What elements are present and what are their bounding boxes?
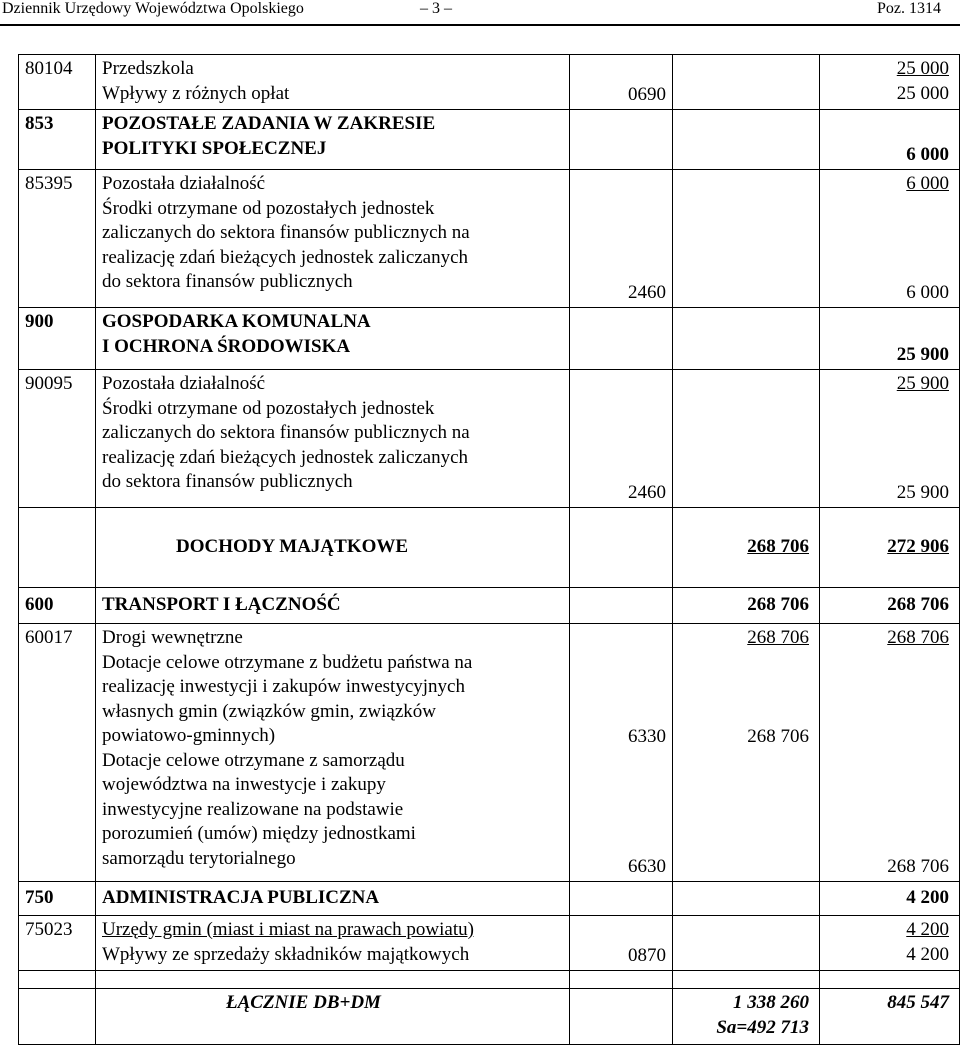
section-col4: 268 706: [747, 627, 809, 648]
item-description: Środki otrzymane od pozostałych jednostek zaliczanych do sektora finansów publicznych na realizację zdań bieżących jednostek zaliczanych do sektora finansów publicznych: [102, 397, 470, 492]
empty-cell: [570, 508, 673, 588]
section-col4: 268 706: [673, 588, 820, 624]
header-rule: [0, 24, 960, 26]
amount-cell: [820, 55, 960, 110]
item-col5: 268 706: [887, 855, 949, 877]
page-header: [0, 0, 960, 24]
section-amount: 4 200: [820, 882, 960, 916]
section-code: 750: [19, 882, 96, 916]
item-description: Środki otrzymane od pozostałych jednostek zaliczanych do sektora finansów publicznych na realizację zdań bieżących jednostek zaliczanych do sektora finansów publicznych: [102, 197, 470, 292]
section-title: TRANSPORT I ŁĄCZNOŚĆ: [96, 588, 570, 624]
empty-cell: [673, 308, 820, 370]
paragraph-cell: [570, 624, 673, 882]
empty-cell: [570, 882, 673, 916]
amount-cell: [820, 370, 960, 508]
paragraph-code: 0690: [570, 55, 673, 110]
section-title: Pozostała działalność: [102, 373, 266, 394]
section-amount: 4 200: [906, 919, 949, 940]
section-code: 600: [19, 588, 96, 624]
section-title: GOSPODARKA KOMUNALNA I OCHRONA ŚRODOWISKA: [96, 308, 570, 370]
section-code: 853: [19, 110, 96, 170]
page-number: – 3 –: [420, 0, 452, 17]
total-col4: 1 338 260: [733, 992, 809, 1013]
table-row: [19, 971, 960, 989]
item-col4: 268 706: [747, 726, 809, 747]
total-label: ŁĄCZNIE DB+DM: [96, 989, 570, 1045]
section-description: [96, 370, 570, 508]
item-amount: 25 900: [896, 481, 949, 503]
amount-cell: [820, 916, 960, 971]
section-description: [96, 624, 570, 882]
paragraph-code: 2460: [570, 370, 673, 508]
col5-cell: [820, 624, 960, 882]
empty-cell: [96, 971, 570, 989]
table-row: [19, 588, 960, 624]
section-title: Przedszkola: [102, 58, 194, 79]
empty-cell: [19, 508, 96, 588]
section-title: Urzędy gmin (miast i miast na prawach powiatu): [102, 919, 474, 940]
position-number: Poz. 1314: [877, 0, 941, 17]
empty-cell: [673, 110, 820, 170]
empty-cell: [570, 308, 673, 370]
item-description: Dotacje celowe otrzymane z samorządu województwa na inwestycje i zakupy inwestycyjne realizowane na podstawie porozumień (umów) między jednostkami samorządu terytorialnego: [102, 749, 416, 869]
section-title: Drogi wewnętrzne: [102, 627, 243, 648]
summary-col4: 268 706: [673, 508, 820, 588]
section-description: [96, 916, 570, 971]
table-row: [19, 882, 960, 916]
empty-cell: [673, 971, 820, 989]
total-col4-cell: [673, 989, 820, 1045]
section-description: [96, 170, 570, 308]
empty-cell: [570, 588, 673, 624]
section-amount: 25 900: [896, 373, 949, 394]
table-row: [19, 508, 960, 588]
empty-cell: [673, 370, 820, 508]
amount-cell: [820, 170, 960, 308]
total-col4-note: Sa=492 713: [716, 1016, 809, 1038]
budget-table: [18, 54, 960, 1045]
col4-cell: [673, 624, 820, 882]
section-amount: 25 000: [896, 58, 949, 79]
section-code: 900: [19, 308, 96, 370]
empty-cell: [820, 971, 960, 989]
empty-cell: [570, 110, 673, 170]
item-amount: 6 000: [906, 281, 949, 303]
section-title: ADMINISTRACJA PUBLICZNA: [96, 882, 570, 916]
journal-title: Dziennik Urzędowy Województwa Opolskiego: [2, 0, 304, 17]
table-row: [19, 916, 960, 971]
section-title: Pozostała działalność: [102, 173, 266, 194]
section-amount: 6 000: [906, 173, 949, 194]
empty-cell: [673, 55, 820, 110]
section-amount: 6 000: [820, 110, 960, 170]
item-amount: 4 200: [906, 943, 949, 965]
section-amount: 25 900: [820, 308, 960, 370]
total-col5: 845 547: [820, 989, 960, 1045]
empty-cell: [673, 916, 820, 971]
table-row: [19, 308, 960, 370]
table-row: [19, 624, 960, 882]
empty-cell: [19, 971, 96, 989]
item-amount: 25 000: [896, 82, 949, 104]
section-col5: 268 706: [820, 588, 960, 624]
empty-cell: [570, 971, 673, 989]
item-description: Wpływy ze sprzedaży składników majątkowych: [102, 943, 470, 965]
section-code: 80104: [19, 55, 96, 110]
table-row: [19, 110, 960, 170]
section-code: 60017: [19, 624, 96, 882]
section-code: 90095: [19, 370, 96, 508]
paragraph-code: 0870: [570, 916, 673, 971]
item-description: Wpływy z różnych opłat: [102, 82, 290, 104]
table-row: [19, 55, 960, 110]
summary-label: DOCHODY MAJĄTKOWE: [96, 508, 570, 588]
section-col5: 268 706: [887, 627, 949, 648]
section-title: POZOSTAŁE ZADANIA W ZAKRESIE POLITYKI SPOŁECZNEJ: [96, 110, 570, 170]
summary-col5: 272 906: [820, 508, 960, 588]
paragraph-code: 6330: [628, 726, 666, 747]
paragraph-code: 2460: [570, 170, 673, 308]
empty-cell: [673, 882, 820, 916]
empty-cell: [673, 170, 820, 308]
section-code: 75023: [19, 916, 96, 971]
item-description: Dotacje celowe otrzymane z budżetu państwa na realizację inwestycji i zakupów inwestycyjnych własnych gmin (związków gmin, związków powiatowo-gminnych): [102, 651, 473, 746]
table-row: [19, 989, 960, 1045]
empty-cell: [19, 989, 96, 1045]
empty-cell: [570, 989, 673, 1045]
table-row: [19, 170, 960, 308]
section-code: 85395: [19, 170, 96, 308]
paragraph-code: 6630: [628, 855, 666, 877]
section-description: [96, 55, 570, 110]
table-row: [19, 370, 960, 508]
